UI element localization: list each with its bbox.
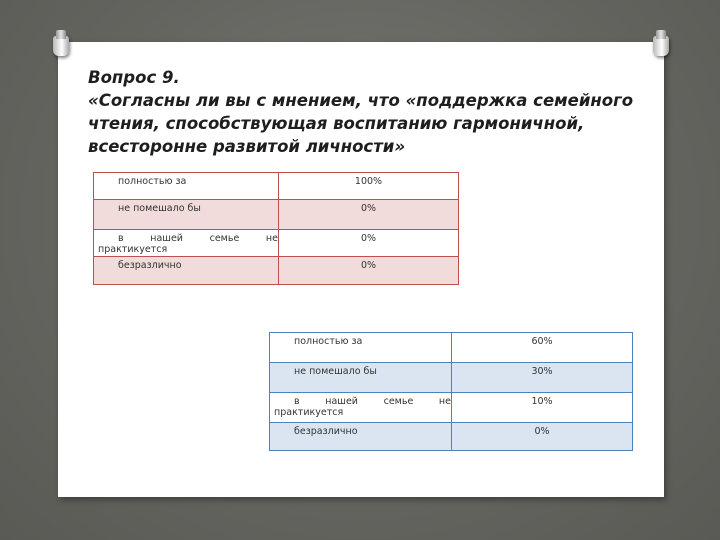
- answer-label: полностью за: [118, 176, 187, 187]
- question-title: [88, 66, 648, 158]
- answer-label-continued: практикуется: [98, 244, 168, 255]
- answer-percent: 100%: [279, 173, 459, 200]
- answer-label-word: нашей: [325, 396, 358, 407]
- table-row: [270, 393, 633, 423]
- answer-percent: 0%: [279, 200, 459, 230]
- answer-percent: 0%: [279, 230, 459, 257]
- table-row: [270, 423, 633, 451]
- answer-label-word: в: [294, 396, 300, 407]
- table-row: [94, 257, 459, 285]
- answer-percent: 0%: [279, 257, 459, 285]
- answer-label-word: в: [118, 233, 124, 244]
- answer-label: [94, 230, 279, 257]
- table-row: [94, 230, 459, 257]
- answer-label: не помешало бы: [294, 366, 377, 377]
- answer-label-word: не: [265, 233, 278, 244]
- question-text-line: всесторонне развитой личности»: [88, 137, 406, 156]
- answer-label: полностью за: [294, 336, 363, 347]
- answer-label-word: семье: [383, 396, 414, 407]
- answer-label-word: нашей: [150, 233, 183, 244]
- answer-percent: 10%: [452, 393, 633, 423]
- table-row: [270, 333, 633, 363]
- survey-table-red: [93, 172, 459, 285]
- answer-label-word: семье: [209, 233, 240, 244]
- answer-label-continued: практикуется: [274, 407, 344, 418]
- question-text-line: чтения, способствующая воспитанию гармоничной,: [88, 114, 585, 133]
- table-row: [270, 363, 633, 393]
- answer-label-word: не: [438, 396, 451, 407]
- answer-percent: 60%: [452, 333, 633, 363]
- answer-label: не помешало бы: [118, 203, 201, 214]
- answer-percent: 30%: [452, 363, 633, 393]
- question-number: Вопрос 9.: [88, 68, 180, 87]
- question-text-line: «Согласны ли вы с мнением, что «поддержка семейного: [88, 91, 634, 110]
- answer-label: [270, 393, 452, 423]
- table-row: [94, 200, 459, 230]
- answer-label: безразлично: [294, 426, 358, 437]
- answer-percent: 0%: [452, 423, 633, 451]
- answer-label: безразлично: [118, 260, 182, 271]
- table-row: [94, 173, 459, 200]
- pushpin-icon: [53, 36, 69, 56]
- pushpin-icon: [653, 36, 669, 56]
- survey-table-blue: [269, 332, 633, 451]
